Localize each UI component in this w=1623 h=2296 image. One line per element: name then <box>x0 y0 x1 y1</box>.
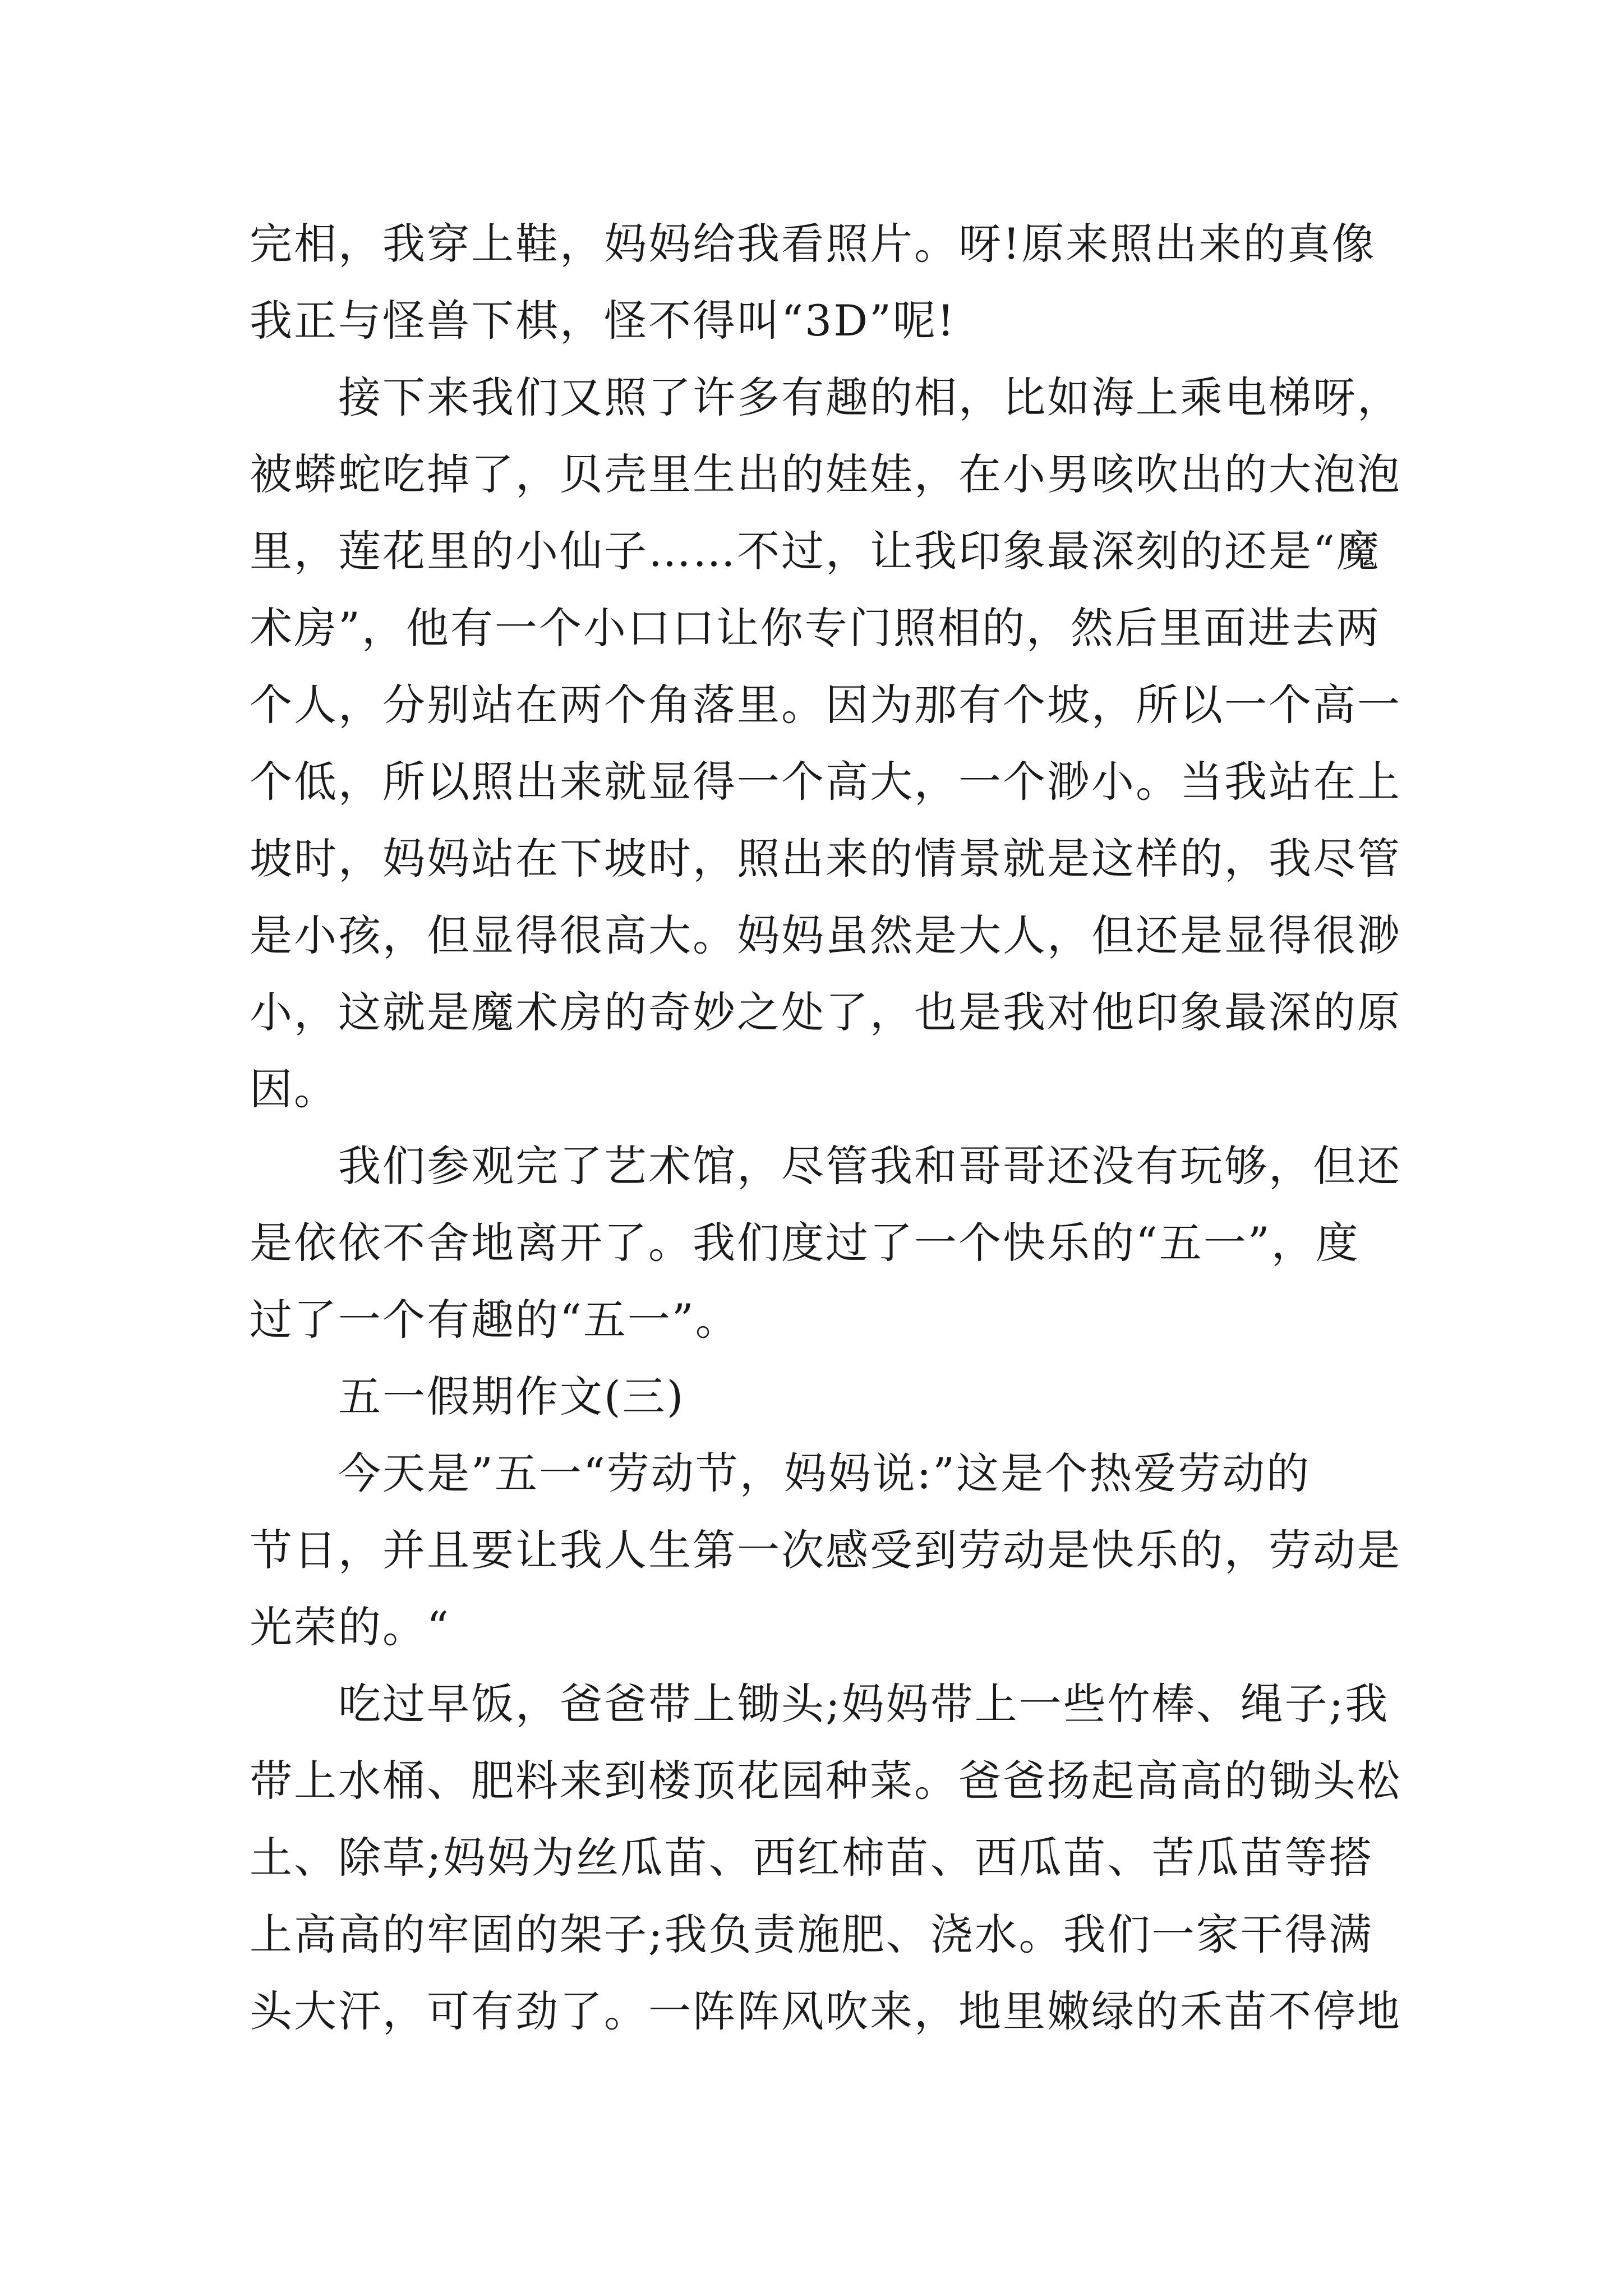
text-line: 节日，并且要让我人生第一次感受到劳动是快乐的，劳动是 <box>250 1525 1401 1575</box>
section-heading: 五一假期作文(三) <box>338 1372 685 1421</box>
text-line: 我正与怪兽下棋，怪不得叫“3D”呢! <box>250 296 956 346</box>
text-line: 坡时，妈妈站在下坡时，照出来的情景就是这样的，我尽管 <box>250 834 1401 884</box>
text-line: 小，这就是魔术房的奇妙之处了，也是我对他印象最深的原 <box>250 987 1401 1037</box>
paragraph-start-line: 接下来我们又照了许多有趣的相，比如海上乘电梯呀， <box>338 372 1401 422</box>
text-line: 因。 <box>250 1064 338 1114</box>
paragraph-start-line: 今天是”五一“劳动节，妈妈说:”这是个热爱劳动的 <box>338 1448 1311 1498</box>
text-line: 上高高的牢固的架子;我负责施肥、浇水。我们一家干得满 <box>250 1910 1373 1959</box>
text-line: 个人，分别站在两个角落里。因为那有个坡，所以一个高一 <box>250 680 1401 730</box>
text-line: 过了一个有趣的“五一”。 <box>250 1295 740 1345</box>
text-line: 个低，所以照出来就显得一个高大，一个渺小。当我站在上 <box>250 757 1401 807</box>
body-text <box>250 205 1401 2050</box>
text-line: 土、除草;妈妈为丝瓜苗、西红柿苗、西瓜苗、苦瓜苗等搭 <box>250 1833 1373 1883</box>
text-line: 里，莲花里的小仙子……不过，让我印象最深刻的还是“魔 <box>250 526 1381 576</box>
text-line: 带上水桶、肥料来到楼顶花园种菜。爸爸扬起高高的锄头松 <box>250 1756 1401 1806</box>
text-line: 是依依不舍地离开了。我们度过了一个快乐的“五一”，度 <box>250 1218 1360 1268</box>
text-line: 术房”，他有一个小口口让你专门照相的，然后里面进去两 <box>250 603 1381 653</box>
text-line: 完相，我穿上鞋，妈妈给我看照片。呀!原来照出来的真像 <box>250 219 1376 269</box>
text-line: 头大汗，可有劲了。一阵阵风吹来，地里嫩绿的禾苗不停地 <box>250 1986 1401 2036</box>
text-line: 光荣的。“ <box>250 1602 450 1652</box>
paragraph-start-line: 吃过早饭，爸爸带上锄头;妈妈带上一些竹棒、绳子;我 <box>338 1679 1390 1729</box>
text-line: 被蟒蛇吃掉了，贝壳里生出的娃娃，在小男咳吹出的大泡泡 <box>250 449 1401 499</box>
paragraph-start-line: 我们参观完了艺术馆，尽管我和哥哥还没有玩够，但还 <box>338 1141 1401 1191</box>
text-line: 是小孩，但显得很高大。妈妈虽然是大人，但还是显得很渺 <box>250 910 1401 960</box>
